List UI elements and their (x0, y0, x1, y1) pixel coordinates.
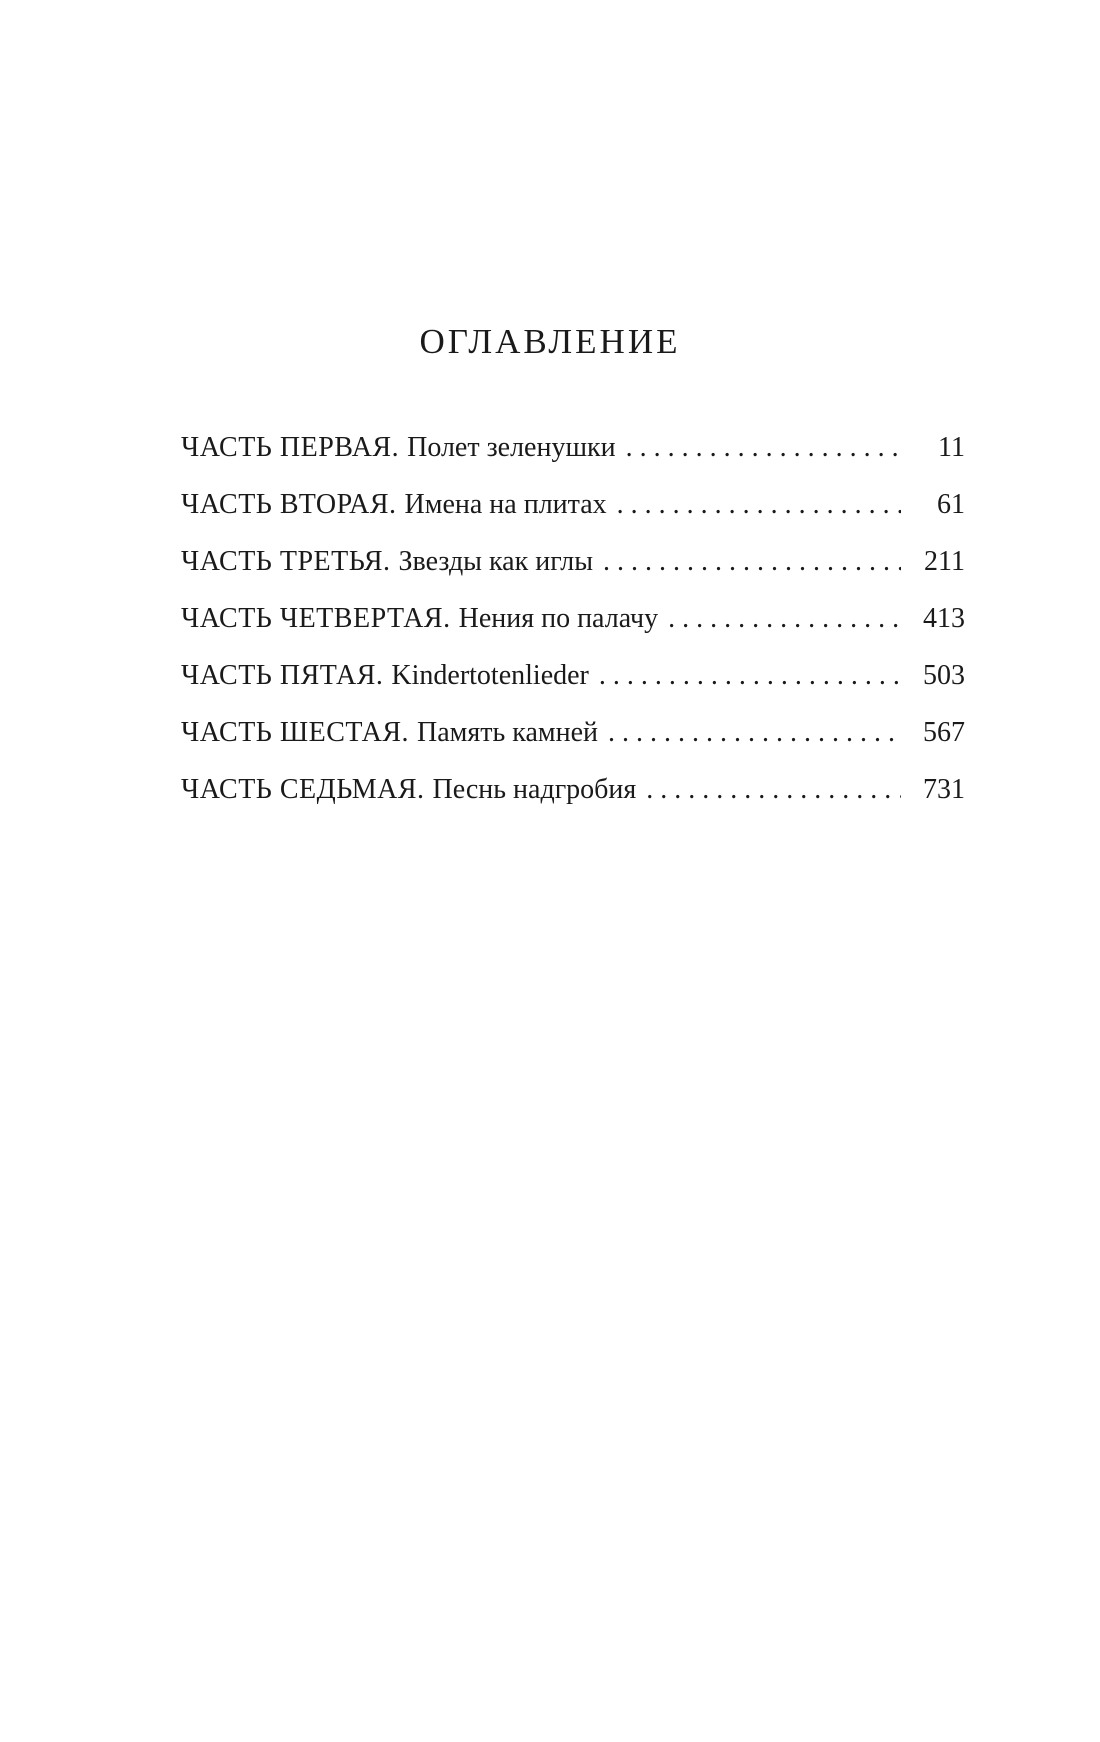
toc-entry-part: ЧАСТЬ ВТОРАЯ. (181, 489, 397, 520)
toc-entry-part: ЧАСТЬ ТРЕТЬЯ. (181, 546, 391, 577)
toc-entry-part: ЧАСТЬ ЧЕТВЕРТАЯ. (181, 603, 451, 634)
toc-entry-2[interactable] (181, 485, 965, 542)
toc-entry-name: Полет зеленушки (407, 432, 616, 463)
toc-list (181, 428, 965, 827)
toc-entry-4[interactable] (181, 599, 965, 656)
toc-entry-5[interactable] (181, 656, 965, 713)
dot-leader (626, 428, 901, 468)
dot-leader (646, 770, 901, 810)
dot-leader (608, 713, 901, 753)
toc-entry-name: Kindertotenlieder (391, 660, 589, 691)
dot-leader (617, 485, 901, 525)
dot-leader (599, 656, 901, 696)
toc-entry-6[interactable] (181, 713, 965, 770)
toc-title: ОГЛАВЛЕНИЕ (419, 322, 681, 361)
toc-entry-page: 11 (938, 432, 965, 463)
toc-entry-name: Нения по палачу (458, 603, 659, 634)
toc-entry-page: 413 (923, 603, 965, 634)
toc-entry-part: ЧАСТЬ СЕДЬМАЯ. (181, 774, 425, 805)
dot-leader (603, 542, 901, 582)
toc-entry-1[interactable] (181, 428, 965, 485)
toc-entry-part: ЧАСТЬ ПЯТАЯ. (181, 660, 384, 691)
toc-entry-name: Песнь надгробия (432, 774, 637, 805)
toc-entry-part: ЧАСТЬ ПЕРВАЯ. (181, 432, 400, 463)
toc-entry-page: 567 (923, 717, 965, 748)
toc-entry-part: ЧАСТЬ ШЕСТАЯ. (181, 717, 410, 748)
toc-entry-7[interactable] (181, 770, 965, 827)
toc-entry-3[interactable] (181, 542, 965, 599)
toc-entry-page: 61 (937, 489, 965, 520)
toc-entry-page: 211 (924, 546, 965, 577)
toc-entry-page: 503 (923, 660, 965, 691)
toc-entry-name: Память камней (417, 717, 598, 748)
dot-leader (668, 599, 901, 639)
toc-entry-name: Звезды как иглы (398, 546, 594, 577)
toc-entry-page: 731 (923, 774, 965, 805)
toc-entry-name: Имена на плитах (404, 489, 607, 520)
